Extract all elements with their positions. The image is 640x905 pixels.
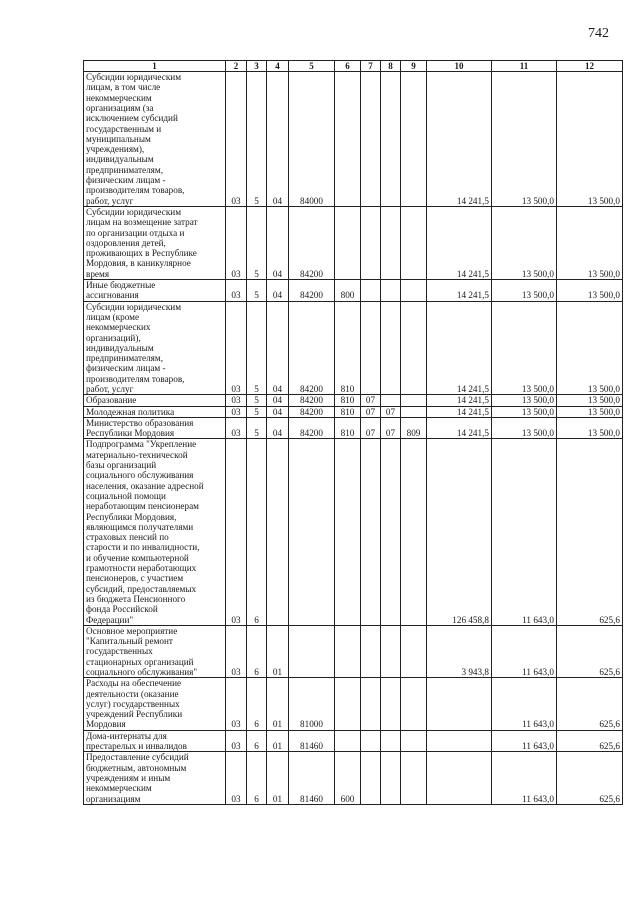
table-row <box>84 730 623 752</box>
col10-amount-cell <box>427 730 492 752</box>
table-row <box>84 439 623 625</box>
table-row <box>84 406 623 417</box>
col11-amount-cell: 13 500,0 <box>492 395 557 406</box>
column-header: 11 <box>492 61 557 72</box>
col7-cell <box>361 730 381 752</box>
col8-cell <box>381 730 401 752</box>
col10-amount-cell: 14 241,5 <box>427 406 492 417</box>
col3-cell: 6 <box>247 678 267 730</box>
col4-cell: 04 <box>267 395 289 406</box>
col9-cell <box>401 406 427 417</box>
col7-cell <box>361 625 381 677</box>
column-header: 3 <box>247 61 267 72</box>
col2-cell: 03 <box>226 280 247 302</box>
row-name-cell: Расходы на обеспечение деятельности (оказание услуг) государственных учреждений Республики Мордовия <box>84 678 226 730</box>
col11-amount-cell: 11 643,0 <box>492 439 557 625</box>
col9-cell <box>401 395 427 406</box>
col10-amount-cell <box>427 752 492 804</box>
col4-cell: 01 <box>267 678 289 730</box>
row-name-cell: Подпрограмма "Укрепление материально-технической базы организаций социального обслуживания населения, оказание адресной социальной помощи неработающим пенсионерам Республики Мордовия, являющимся получателями страховых пенсий по старости и по инвалидности, и обучение компьютерной грамотности неработающих пенсионеров, с участием субсидий, предоставляемых из бюджета Пенсионного фонда Российской Федерации" <box>84 439 226 625</box>
col7-cell <box>361 678 381 730</box>
col3-cell: 5 <box>247 72 267 207</box>
col4-cell: 04 <box>267 406 289 417</box>
row-name-cell: Иные бюджетные ассигнования <box>84 280 226 302</box>
col4-cell: 04 <box>267 280 289 302</box>
col8-cell <box>381 206 401 279</box>
col3-cell: 5 <box>247 206 267 279</box>
col4-cell: 04 <box>267 72 289 207</box>
col9-cell <box>401 625 427 677</box>
col8-cell: 07 <box>381 406 401 417</box>
col12-amount-cell: 13 500,0 <box>557 301 623 395</box>
col2-cell: 03 <box>226 301 247 395</box>
col3-cell: 5 <box>247 406 267 417</box>
col5-cell: 81460 <box>289 730 335 752</box>
col6-cell <box>335 625 361 677</box>
col6-cell: 810 <box>335 406 361 417</box>
col2-cell: 03 <box>226 625 247 677</box>
budget-table <box>83 60 623 805</box>
col5-cell <box>289 625 335 677</box>
col12-amount-cell: 13 500,0 <box>557 417 623 439</box>
table-row <box>84 206 623 279</box>
col8-cell <box>381 752 401 804</box>
col8-cell <box>381 439 401 625</box>
column-header: 9 <box>401 61 427 72</box>
col11-amount-cell: 13 500,0 <box>492 206 557 279</box>
column-header: 5 <box>289 61 335 72</box>
col2-cell: 03 <box>226 752 247 804</box>
col11-amount-cell: 13 500,0 <box>492 72 557 207</box>
table-row <box>84 72 623 207</box>
col10-amount-cell: 126 458,8 <box>427 439 492 625</box>
col2-cell: 03 <box>226 406 247 417</box>
col5-cell: 81000 <box>289 678 335 730</box>
col10-amount-cell <box>427 678 492 730</box>
col10-amount-cell: 14 241,5 <box>427 301 492 395</box>
row-name-cell: Субсидии юридическим лицам на возмещение затрат по организации отдыха и оздоровления детей, проживающих в Республике Мордовия, в каникулярное время <box>84 206 226 279</box>
table-row <box>84 395 623 406</box>
table-row <box>84 417 623 439</box>
col12-amount-cell: 13 500,0 <box>557 206 623 279</box>
col3-cell: 5 <box>247 395 267 406</box>
col11-amount-cell: 11 643,0 <box>492 625 557 677</box>
col6-cell <box>335 678 361 730</box>
column-header: 8 <box>381 61 401 72</box>
col3-cell: 6 <box>247 439 267 625</box>
col7-cell <box>361 72 381 207</box>
col11-amount-cell: 13 500,0 <box>492 280 557 302</box>
table-row <box>84 678 623 730</box>
row-name-cell: Образование <box>84 395 226 406</box>
col7-cell <box>361 439 381 625</box>
col12-amount-cell: 13 500,0 <box>557 406 623 417</box>
col3-cell: 5 <box>247 417 267 439</box>
col8-cell <box>381 678 401 730</box>
header-row <box>84 61 623 72</box>
col6-cell: 810 <box>335 395 361 406</box>
col5-cell: 84200 <box>289 406 335 417</box>
col11-amount-cell: 13 500,0 <box>492 417 557 439</box>
col6-cell: 800 <box>335 280 361 302</box>
col8-cell <box>381 301 401 395</box>
column-header: 4 <box>267 61 289 72</box>
col5-cell: 84200 <box>289 395 335 406</box>
col7-cell <box>361 206 381 279</box>
col11-amount-cell: 11 643,0 <box>492 730 557 752</box>
column-header: 10 <box>427 61 492 72</box>
col9-cell <box>401 280 427 302</box>
column-header: 6 <box>335 61 361 72</box>
col2-cell: 03 <box>226 417 247 439</box>
col5-cell: 84200 <box>289 417 335 439</box>
col4-cell: 01 <box>267 752 289 804</box>
col6-cell <box>335 206 361 279</box>
col5-cell: 81460 <box>289 752 335 804</box>
table-row <box>84 625 623 677</box>
col5-cell: 84200 <box>289 301 335 395</box>
col2-cell: 03 <box>226 730 247 752</box>
col12-amount-cell: 13 500,0 <box>557 72 623 207</box>
col8-cell <box>381 72 401 207</box>
col4-cell: 01 <box>267 625 289 677</box>
col12-amount-cell: 625,6 <box>557 678 623 730</box>
col10-amount-cell: 14 241,5 <box>427 72 492 207</box>
col7-cell <box>361 752 381 804</box>
row-name-cell: Предоставление субсидий бюджетным, автономным учреждениям и иным некоммерческим организациям <box>84 752 226 804</box>
col6-cell: 810 <box>335 301 361 395</box>
column-header: 7 <box>361 61 381 72</box>
col9-cell <box>401 752 427 804</box>
col2-cell: 03 <box>226 395 247 406</box>
col10-amount-cell: 14 241,5 <box>427 417 492 439</box>
col10-amount-cell: 3 943,8 <box>427 625 492 677</box>
col10-amount-cell: 14 241,5 <box>427 206 492 279</box>
col9-cell <box>401 301 427 395</box>
col3-cell: 6 <box>247 625 267 677</box>
row-name-cell: Молодежная политика <box>84 406 226 417</box>
table-row <box>84 301 623 395</box>
col8-cell <box>381 625 401 677</box>
col6-cell <box>335 730 361 752</box>
col8-cell <box>381 280 401 302</box>
col7-cell <box>361 301 381 395</box>
col11-amount-cell: 13 500,0 <box>492 301 557 395</box>
column-header: 1 <box>84 61 226 72</box>
col4-cell: 04 <box>267 206 289 279</box>
col9-cell <box>401 206 427 279</box>
col6-cell <box>335 439 361 625</box>
col8-cell <box>381 395 401 406</box>
col12-amount-cell: 625,6 <box>557 625 623 677</box>
col8-cell: 07 <box>381 417 401 439</box>
col12-amount-cell: 625,6 <box>557 730 623 752</box>
col9-cell <box>401 72 427 207</box>
col10-amount-cell: 14 241,5 <box>427 395 492 406</box>
col6-cell <box>335 72 361 207</box>
col11-amount-cell: 13 500,0 <box>492 406 557 417</box>
col3-cell: 6 <box>247 730 267 752</box>
col9-cell <box>401 730 427 752</box>
col3-cell: 5 <box>247 280 267 302</box>
table-row <box>84 752 623 804</box>
col10-amount-cell: 14 241,5 <box>427 280 492 302</box>
row-name-cell: Дома-интернаты для престарелых и инвалидов <box>84 730 226 752</box>
col12-amount-cell: 625,6 <box>557 752 623 804</box>
col4-cell: 01 <box>267 730 289 752</box>
col12-amount-cell: 625,6 <box>557 439 623 625</box>
col4-cell <box>267 439 289 625</box>
col9-cell <box>401 678 427 730</box>
col4-cell: 04 <box>267 301 289 395</box>
col11-amount-cell: 11 643,0 <box>492 678 557 730</box>
col11-amount-cell: 11 643,0 <box>492 752 557 804</box>
row-name-cell: Основное мероприятие "Капитальный ремонт государственных стационарных организаций социального обслуживания" <box>84 625 226 677</box>
page-number: 742 <box>588 26 609 41</box>
row-name-cell: Субсидии юридическим лицам (кроме некоммерческих организаций), индивидуальным предпринимателям, физическим лицам - производителям товаров, работ, услуг <box>84 301 226 395</box>
col6-cell: 600 <box>335 752 361 804</box>
col5-cell: 84200 <box>289 280 335 302</box>
col3-cell: 5 <box>247 301 267 395</box>
col7-cell <box>361 280 381 302</box>
col7-cell: 07 <box>361 417 381 439</box>
column-header: 12 <box>557 61 623 72</box>
col9-cell: 809 <box>401 417 427 439</box>
table-row <box>84 280 623 302</box>
row-name-cell: Министерство образования Республики Мордовия <box>84 417 226 439</box>
col2-cell: 03 <box>226 72 247 207</box>
col3-cell: 6 <box>247 752 267 804</box>
col9-cell <box>401 439 427 625</box>
column-header: 2 <box>226 61 247 72</box>
col7-cell: 07 <box>361 395 381 406</box>
col12-amount-cell: 13 500,0 <box>557 395 623 406</box>
col7-cell: 07 <box>361 406 381 417</box>
col6-cell: 810 <box>335 417 361 439</box>
row-name-cell: Субсидии юридическим лицам, в том числе некоммерческим организациям (за исключением субсидий государственным и муниципальным учреждениям), индивидуальным предпринимателям, физическим лицам - производителям товаров, работ, услуг <box>84 72 226 207</box>
col2-cell: 03 <box>226 439 247 625</box>
col5-cell <box>289 439 335 625</box>
col5-cell: 84000 <box>289 72 335 207</box>
col4-cell: 04 <box>267 417 289 439</box>
col12-amount-cell: 13 500,0 <box>557 280 623 302</box>
col5-cell: 84200 <box>289 206 335 279</box>
col2-cell: 03 <box>226 678 247 730</box>
col2-cell: 03 <box>226 206 247 279</box>
